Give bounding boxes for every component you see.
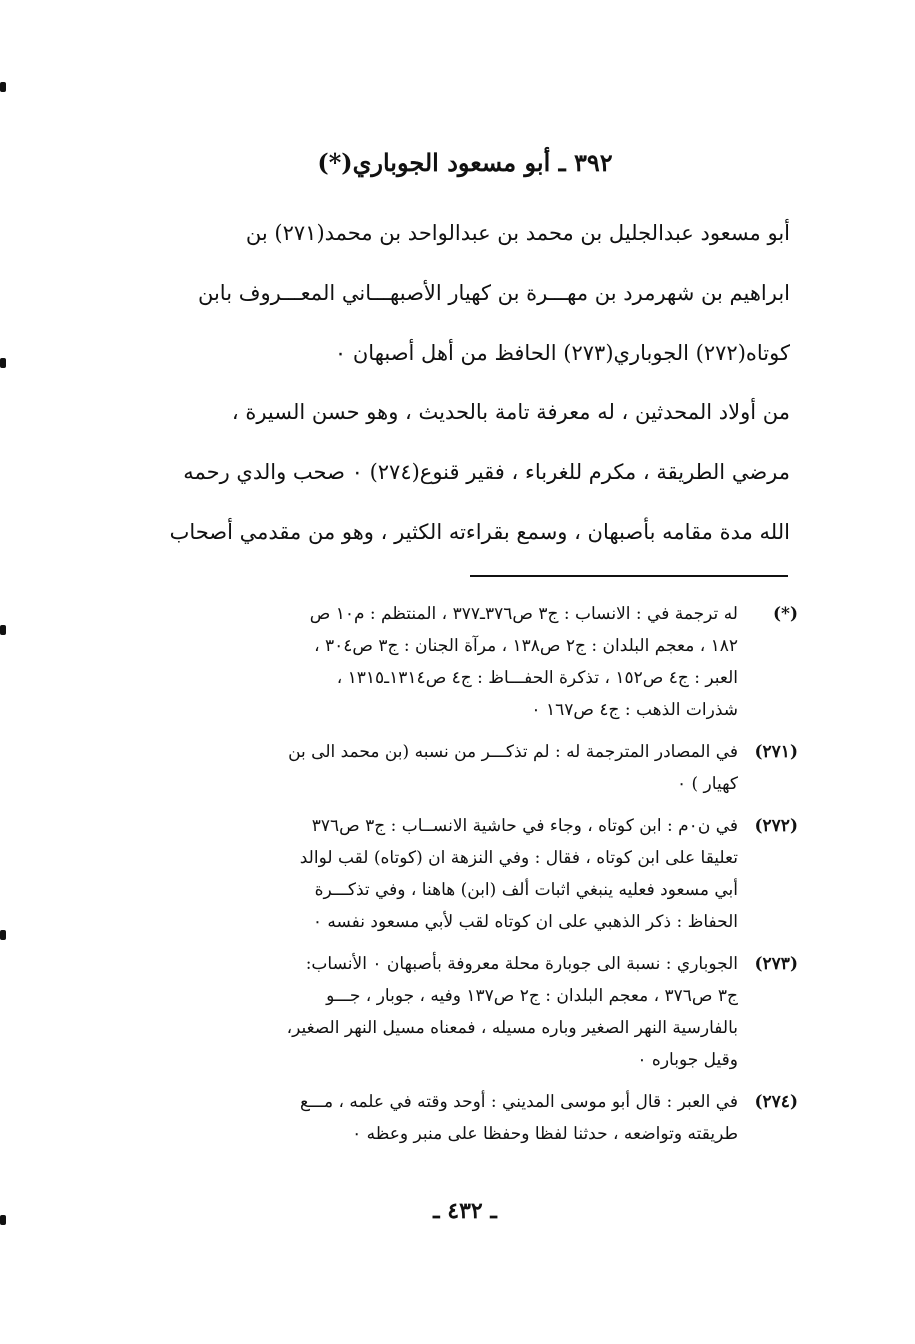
body-line: ابراهيم بن شهرمرد بن مهـــرة بن كهيار الأصبهـــاني المعـــروف بابن [197,281,790,305]
footnote-line: العبر : ج٤ ص١٥٢ ، تذكرة الحفـــاظ : ج٤ ص١٣١٤ـ١٣١٥ ، [336,668,738,688]
footnote-number: (*) [773,604,798,624]
body-line: مرضي الطريقة ، مكرم للغرباء ، فقير قنوع(٢٧٤) ٠ صحب والدي رحمه [183,460,790,484]
footnote-line: طريقته وتواضعه ، حدثنا لفظا وحفظا على منبر وعظه ٠ [352,1124,738,1144]
footnote [148,1086,798,1150]
footnote-number: (٢٧٣) [754,954,798,974]
footnote-line: الجوباري : نسبة الى جوبارة محلة معروفة بأصبهان ٠ الأنساب: [305,954,738,974]
margin-mark [0,1215,6,1225]
footnote [148,810,798,938]
footnote-number: (٢٧٤) [754,1092,798,1112]
margin-mark [0,930,6,940]
footnote-line: أبي مسعود فعليه ينبغي اثبات ألف (ابن) هاهنا ، وفي تذكـــرة [314,880,738,900]
margin-mark [0,82,6,92]
page-number: ـ ٤٣٢ ـ [433,1198,497,1224]
footnote-divider [470,575,788,577]
footnote-line: شذرات الذهب : ج٤ ص١٦٧ ٠ [531,700,738,720]
footnote-line: ج٣ ص٣٧٦ ، معجم البلدان : ج٢ ص١٣٧ وفيه ، جوبار ، جـــو [326,986,738,1006]
footnote-number: (٢٧٢) [754,816,798,836]
footnote-line: وقيل جوباره ٠ [637,1050,738,1070]
footnote [148,948,798,1076]
margin-mark [0,625,6,635]
footnote-line: في المصادر المترجمة له : لم تذكـــر من نسبه (بن محمد الى بن [288,742,738,762]
footnotes [148,598,798,1160]
footnote-line: الحفاظ : ذكر الذهبي على ان كوتاه لقب لأبي مسعود نفسه ٠ [312,912,738,932]
paragraph-2 [150,382,790,562]
body-line: من أولاد المحدثين ، له معرفة تامة بالحديث ، وهو حسن السيرة ، [231,400,790,424]
footnote-number: (٢٧١) [754,742,798,762]
margin-mark [0,358,6,368]
footnote-line: كهيار ) ٠ [676,774,738,794]
footnote [148,736,798,800]
body-line: أبو مسعود عبدالجليل بن محمد بن عبدالواحد بن محمد(٢٧١) بن [245,221,790,245]
footnote-line: في ن٠م : ابن كوتاه ، وجاء في حاشية الانســاب : ج٣ ص٣٧٦ [311,816,738,836]
footnote [148,598,798,726]
entry-title: ٣٩٢ ـ أبو مسعود الجوباري(*) [317,148,613,177]
body-line: كوتاه(٢٧٢) الجوباري(٢٧٣) الحافظ من أهل أصبهان ٠ [334,341,790,365]
footnote-line: في العبر : قال أبو موسى المديني : أوحد وقته في علمه ، مـــع [299,1092,738,1112]
footnote-line: ١٨٢ ، معجم البلدان : ج٢ ص١٣٨ ، مرآة الجنان : ج٣ ص٣٠٤ ، [314,636,738,656]
footnote-line: تعليقا على ابن كوتاه ، فقال : وفي النزهة ان (كوتاه) لقب لوالد [299,848,738,868]
body-line: الله مدة مقامه بأصبهان ، وسمع بقراءته الكثير ، وهو من مقدمي أصحاب [169,520,790,544]
footnote-line: له ترجمة في : الانساب : ج٣ ص٣٧٦ـ٣٧٧ ، المنتظم : م١٠ ص [309,604,738,624]
paragraph-1 [150,203,790,383]
footnote-line: بالفارسية النهر الصغير وباره مسيله ، فمعناه مسيل النهر الصغير، [286,1018,738,1038]
